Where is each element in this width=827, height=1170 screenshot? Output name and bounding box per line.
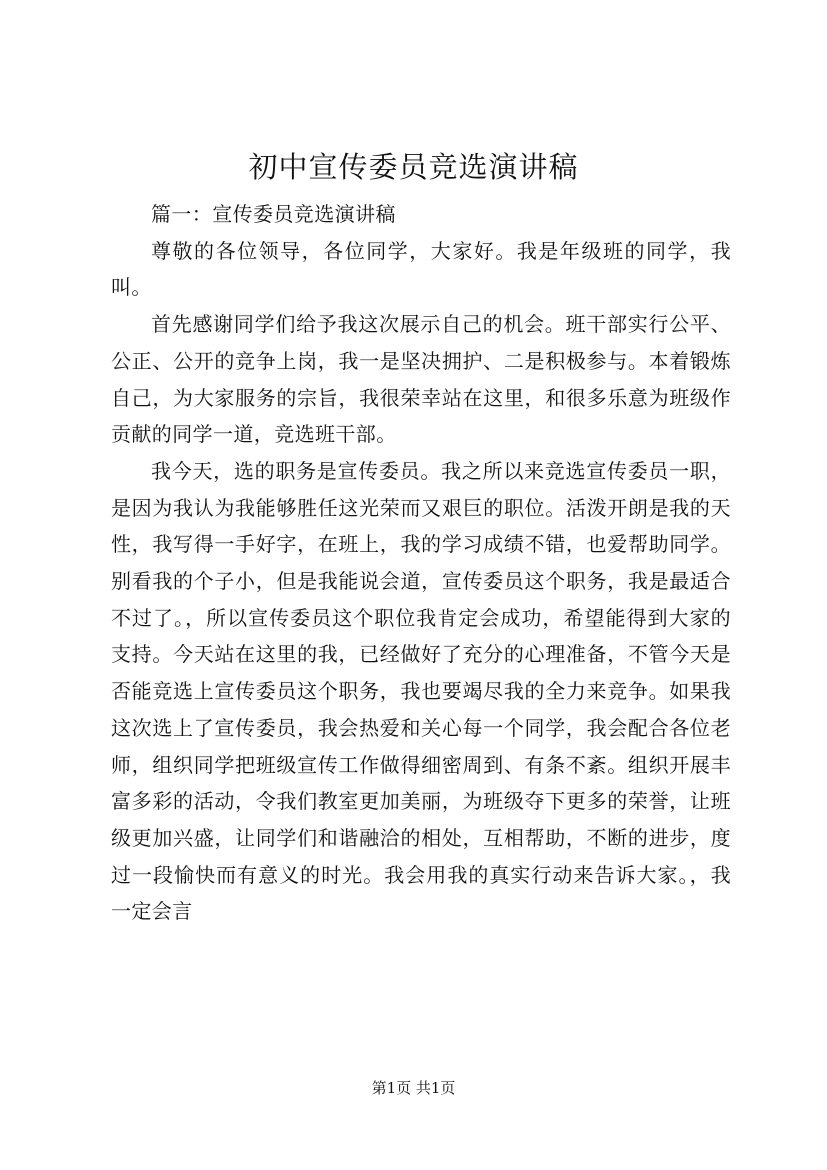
paragraph-intro: 首先感谢同学们给予我这次展示自己的机会。班干部实行公平、公正、公开的竞争上岗，我一是坚决拥护、二是积极参与。本着锻炼自己，为大家服务的宗旨，我很荣幸站在这里，和很多乐意为班级作贡献的同学一道，竞选班干部。	[111, 312, 731, 447]
page-number-footer: 第1页 共1页	[371, 1079, 456, 1097]
document-title: 初中宣传委员竞选演讲稿	[248, 150, 579, 184]
document-body	[111, 196, 731, 930]
paragraph-greeting: 尊敬的各位领导，各位同学，大家好。我是年级班的同学，我叫。	[111, 238, 731, 300]
paragraph-section-heading: 篇一：宣传委员竞选演讲稿	[151, 202, 396, 226]
paragraph-main: 我今天，选的职务是宣传委员。我之所以来竞选宣传委员一职，是因为我认为我能够胜任这光荣而又艰巨的职位。活泼开朗是我的天性，我写得一手好字，在班上，我的学习成绩不错，也爱帮助同学。别看我的个子小，但是我能说会道，宣传委员这个职务，我是最适合不过了。，所以宣传委员这个职位我肯定会成功，希望能得到大家的支持。今天站在这里的我，已经做好了充分的心理准备，不管今天是否能竞选上宣传委员这个职务，我也要竭尽我的全力来竞争。如果我这次选上了宣传委员，我会热爱和关心每一个同学，我会配合各位老师，组织同学把班级宣传工作做得细密周到、有条不紊。组织开展丰富多彩的活动，令我们教室更加美丽，为班级夺下更多的荣誉，让班级更加兴盛，让同学们和谐融洽的相处，互相帮助，不断的进步，度过一段愉快而有意义的时光。我会用我的真实行动来告诉大家。，我一定会言	[111, 458, 731, 924]
